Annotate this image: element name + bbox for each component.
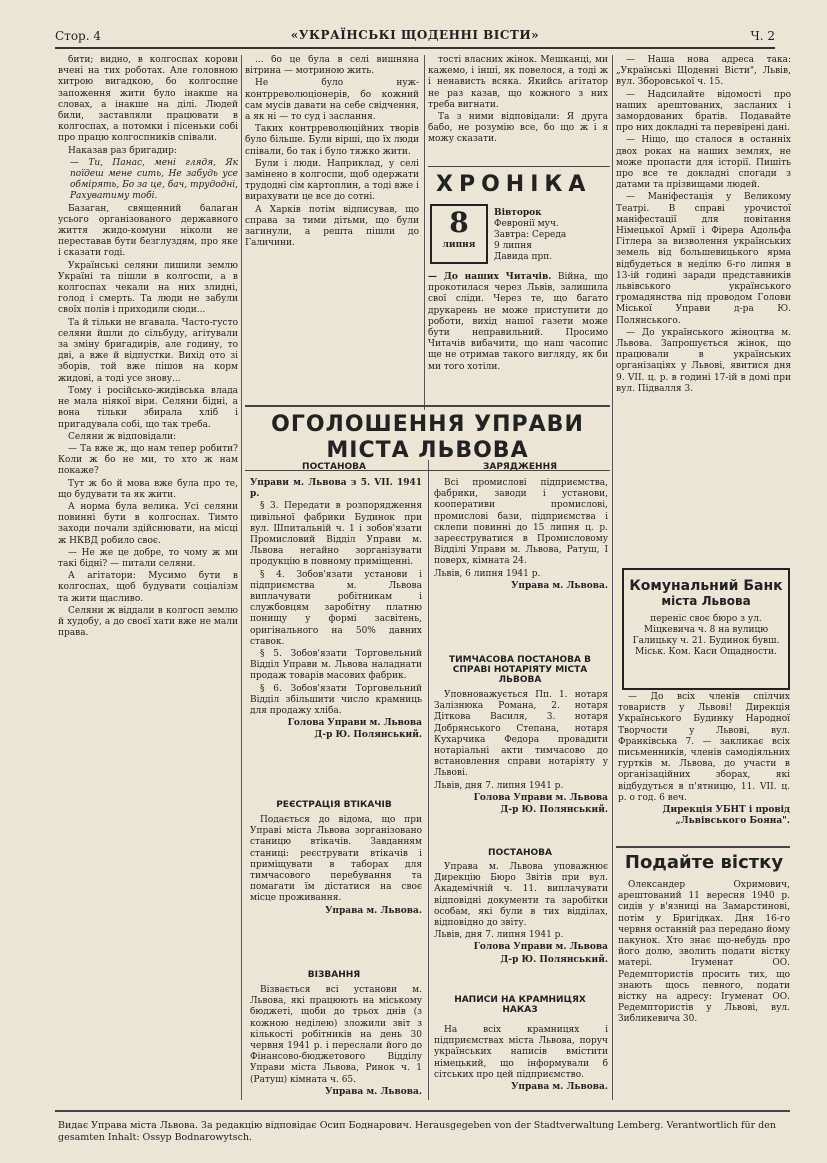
- paragraph: — Та вже ж, що нам тепер робити? Коли ж бо не ми, то хто ж нам покаже?: [58, 443, 238, 477]
- column-1: [58, 55, 238, 780]
- notary-section: [434, 690, 608, 820]
- bank-notice: [622, 568, 790, 690]
- paragraph: — Не же це добре, то чому ж ми такі бідні? — питали селяни.: [58, 547, 238, 569]
- column-divider: [241, 55, 242, 1100]
- signature: Д-р Ю. Полянський.: [500, 954, 608, 965]
- paragraph: — До українського жіноцтва м. Львова. Запрошується жінок, що працювали в українських організаціях у Львові, явитися дня 9. VII. ц. р. в годині 17-ій в домі при вул. Підвалля 3.: [616, 327, 791, 394]
- resolution2-section: [434, 862, 608, 987]
- news-text: Війна, що прокотилася через Львів, залишила свої сліди. Через те, що багато друкарень не може приступити до роботи, вихід нашої газети може бути неправильний. Просимо Читачів вибачити, що наш часопис ще не отримав такого вигляду, як би ми того хотіли.: [428, 272, 608, 372]
- column-divider: [612, 55, 613, 1100]
- paragraph: — Маніфестація у Великому Театрі. В справі урочистої маніфестації для повітання Німецької Армії і Фірера Адольфа Гітлера за визволення українських земель від большевицького ярма відбудеться в неділю 6-го липня в 13-ій годині заради представників львівського українського громадянства під проводом Голови Міської Управи д-ра Ю. Полянського.: [616, 192, 791, 326]
- paragraph: § 6. Зобов'язати Торговельний Відділ збільшити число крамниць для продажу хліба.: [250, 683, 422, 717]
- announcements-title: ОГОЛОШЕННЯ УПРАВИ МІСТА ЛЬВОВА: [271, 412, 584, 463]
- tomorrow-saint: Давида прп.: [494, 252, 553, 262]
- signature: Управа м. Львова.: [511, 580, 608, 591]
- newspaper-title: «УКРАЇНСЬКІ ЩОДЕННІ ВІСТИ»: [290, 28, 540, 42]
- news-item: [428, 272, 608, 392]
- paragraph: — Ніщо, що сталося в останніх двох роках на наших землях, не може пропасти для історії. Пишіть про все те докладні спогади з датами та прізвищами людей.: [616, 135, 791, 191]
- paragraph: Та з ними відповідали: Я друга бабо, не розумію все, бо що ж і я можу сказати.: [428, 112, 608, 145]
- registration-section: [250, 815, 422, 955]
- signature: Голова Управи м. Львова: [473, 792, 608, 803]
- signature: Д-р Ю. Полянський.: [500, 805, 608, 816]
- column-2: [245, 55, 419, 260]
- paragraph: § 5. Зобов'язати Торговельний Відділ Управи м. Львова наладнати продаж товарів масових фабрик.: [250, 649, 422, 682]
- section-heading: ПОСТАНОВА: [488, 848, 552, 858]
- date-month: липня: [442, 240, 476, 250]
- date: Львів, дня 7. липня 1941 р.: [434, 780, 564, 791]
- signature: Управа м. Львова.: [325, 905, 422, 916]
- podaite-title: Подайте вістку: [624, 852, 784, 873]
- order-section: [434, 478, 608, 648]
- page-header: [55, 25, 775, 49]
- page-number: Стор. 4: [55, 29, 101, 43]
- column-divider: [424, 55, 425, 410]
- paragraph: Всі промислові підприємства, фабрики, заводи і установи, кооперативи промислові, промислові бази, підприємства і склепи повинні до 15 липня ц. р. зареєструватися в Промисловому Відділі Управи м. Львова, Ратуш, I поверх, кімната 24.: [434, 478, 608, 567]
- paragraph: тості власних жінок. Мешканці, ми кажемо, і інші, як повелося, а тоді ж і ненависть всяка. Якийсь агітатор не раз казав, що кожного з них треба вигнати.: [428, 55, 608, 110]
- paragraph: Базаган, священний балаган усього організованого державного життя жидо-комуни ніколи не переставав бути безглуздям, про яке і сказати годі.: [58, 203, 238, 259]
- podaite-section: [618, 880, 790, 1100]
- paragraph: А Харків потім відписував, що справа за тими дітьми, що були загинули, а решта пішли до Галичини.: [245, 204, 419, 249]
- paragraph: § 3. Передати в розпорядження цивільної фабрики Будинок при вул. Шпитальній ч. 1 і зобов'язати Промисловий Відділ Управи м. Львова негайно зорганізувати продукцію в повному приміщенні.: [250, 501, 422, 568]
- paragraph: На всіх крамницях і підприємствах міста Львова, поруч українських написів вмістити німецький, що інформували б сітських про цей підприємство.: [434, 1025, 608, 1080]
- paragraph: Українські селяни лишили землю Україні та пішли в колгоспи, а в колгоспах чекали на них злидні, голод і смерть. Та люди не забули своїх полів і приходили сюди...: [58, 260, 238, 316]
- paragraph: — Надсилайте відомості про наших арештованих, засланих і замордованих братів. Подавайте про них докладні та перевірені дані.: [616, 89, 791, 134]
- paragraph: бити; видно, в колгоспах корови вчені на тих роботах. Але головною хитрою вигадкою, бо колгоспне запоження жити було інакше на словах, а інакше на ділі. Людей били, заставляли працювати в колгоспах, а потомки і пісеньки собі про працю колгоспників співали.: [58, 55, 238, 144]
- date: Львів, 6 липня 1941 р.: [434, 568, 541, 579]
- date-box: [430, 204, 488, 264]
- paragraph: Уповноважується Пп. 1. нотаря Залізнюка Романа, 2. нотаря Діткова Василя, 3. нотаря Добрянського Степана, нотаря Кухарчика Федора провадити нотаріальні акти тимчасово до встановлення справи нотаріяту у Львові.: [434, 690, 608, 779]
- paragraph: Управа м. Львова уповажнює Дирекцію Бюро Звітів при вул. Академічній ч. 11. виплачувати відповідні документи та заробітки особам, які були в тих відділах, відповідно до звіту.: [434, 862, 608, 929]
- bank-subtitle: міста Львова: [661, 594, 751, 608]
- news-heading: — До наших Читачів.: [428, 272, 552, 282]
- tomorrow-date: 9 липня: [494, 241, 532, 251]
- column-4: [616, 55, 791, 570]
- bank-title: Комунальний Банк: [629, 578, 783, 594]
- paragraph: Наказав раз бригадир:: [68, 145, 177, 156]
- paragraph: Були і люди. Наприклад, у селі замінено в колгоспи, щоб одержати трудодні сім картоплин, а тоді вже і вирахувати це все до сотні.: [245, 158, 419, 203]
- section-heading: ВІЗВАННЯ: [307, 970, 361, 980]
- paragraph: Селяни ж відповідали:: [68, 431, 177, 442]
- tomorrow: Завтра: Середа: [494, 230, 567, 240]
- paragraph: — Наша нова адреса така: „Українські Щоденні Вісти", Львів, вул. Зборовської ч. 15.: [616, 55, 791, 88]
- signature: Голова Управи м. Львова: [473, 942, 608, 953]
- paragraph: Олександер Охримович, арештований 11 вересня 1940 р. сидів у в'язниці на Замарстинові, потім у Бригідках. Дня 16-го червня останній раз передано йому пакунок. Хто знає що-небудь про його долю, зволить подати вістку матері. Ігуменат ОО. Редемптористів просить тих, що знають щось певного, подати вістку на адресу: Ігуменат ОО. Редемптористів у Львові, вул. Зибликевича 30.: [618, 880, 790, 1025]
- signature: Дирекція УБНТ і провід „Львівського Бояна".: [662, 805, 790, 827]
- imprint: Видає Управа міста Львова. За редакцію відповідає Осип Боднарович. Herausgegeben von der Stadtverwaltung Lemberg. Verantwortlich für den gesamten Inhalt: Ossyp Bodnarowytsch.: [58, 1120, 776, 1143]
- paragraph: А норма була велика. Усі селяни повинні бути в колгоспах. Тимто заходи почали здійснювати, на місці ж НКВД робило своє.: [58, 501, 238, 546]
- signature: Управа м. Львова.: [325, 1086, 422, 1097]
- section-heading: ЗАРЯДЖЕННЯ: [482, 462, 558, 472]
- resolution-intro: Управи м. Львова з 5. VII. 1941 р.: [250, 478, 422, 500]
- paragraph: А агітатори: Мусимо бути в колгоспах, щоб будувати соціалізм та жити щасливо.: [58, 571, 238, 604]
- issue-number: Ч. 2: [750, 29, 775, 43]
- saint: Февронії муч.: [494, 219, 559, 229]
- section-heading: ПОСТАНОВА: [302, 462, 366, 472]
- paragraph: Та й тільки не вгавала. Часто-густо селяни йшли до сільбуду, агітували за зміну бригадирів, але годину, то дві, а вже й відпустки. Вихід ото зі зборів, той вже пішов на корм жидові, а тоді усе знову...: [58, 317, 238, 384]
- divider: [428, 166, 610, 167]
- paragraph: — До всіх членів спілчих товариств у Львові! Дирекція Українського Будинку Народної Творчости у Львові, вул. Франківська 7. — закликає всіх письменників, членів самодіяльних гуртків м. Львова, до участи в організаційних зборах, які відбудуться в п'ятницю, 11. VII. ц. р. о год. 6 веч.: [618, 692, 790, 803]
- section-heading: НАПИСИ НА КРАМНИЦЯХ НАКАЗ: [454, 995, 586, 1015]
- divider: [616, 846, 790, 848]
- paragraph: Тут ж бо й мова вже була про те, що будувати та як жити.: [58, 478, 238, 500]
- divider: [245, 405, 610, 407]
- section-heading: ТИМЧАСОВА ПОСТАНОВА В СПРАВІ НОТАРІЯТУ МІСТА ЛЬВОВА: [449, 655, 591, 685]
- date: Львів, дня 7. липня 1941 р.: [434, 930, 564, 941]
- date-day: 8: [449, 206, 469, 239]
- paragraph: Селяни ж віддали в колгосп землю й худобу, а до своєї хати вже не мали права.: [58, 605, 238, 639]
- paragraph: Подається до відома, що при Управі міста Львова зорганізовано станицю втікачів. Завданням станиці: реєструвати втікачів і приміщувати в таборах для тимчасового перебування та помагати їм дістатися на своє місце проживання.: [250, 815, 422, 904]
- weekday: Вівторок: [494, 208, 542, 218]
- chronicle-title: ХРОНІКА: [436, 172, 592, 197]
- resolution-section: [250, 478, 422, 780]
- paragraph: § 4. Зобов'язати установи і підприємства м. Львова виплачувати робітникам і службовцям заробітну платню понищу у формі засвітень, оригінального на 50% давних ставок.: [250, 569, 422, 647]
- poem: — Ти, Панас, мені глядя, Як поїдеш мене сить, Не забудь усе обмірять, Бо за це, бач, трудодні, Рахуватиму тобі.: [70, 157, 238, 202]
- signature: Голова Управи м. Львова: [287, 718, 422, 729]
- call-section: [250, 985, 422, 1100]
- paragraph: Візвається всі установи м. Львова, які працюють на міському бюджеті, щоби до трьох днів (з кожною неділею) зложили звіт з кількості робітників на день 30 червня 1941 р. і переслали його до Фінансово-бюджетового Відділу Управи міста Львова, Ринок ч. 1 (Ратуш) кімната ч. 65.: [250, 985, 422, 1085]
- section-heading: РЕЄСТРАЦІЯ ВТІКАЧІВ: [276, 800, 392, 810]
- day-info: [494, 208, 566, 263]
- column-3: [428, 55, 608, 163]
- signs-section: [434, 1025, 608, 1100]
- signature: Д-р Ю. Полянський.: [314, 730, 422, 741]
- footer-divider: [55, 1110, 790, 1112]
- bank-text: переніс своє бюро з ул. Міцкевича ч. 8 на вулицю Галицьку ч. 21. Будинок бувш. Міськ. Ком. Каси Ощадности.: [632, 614, 780, 657]
- column-4-lower: [618, 692, 790, 840]
- paragraph: Таких контрреволюційних творів було більше. Були вірші, що їх люди співали, бо так і було тяжко жити.: [245, 124, 419, 157]
- column-divider: [428, 460, 429, 1100]
- paragraph: Тому і російсько-жидівська влада не мала ніякої віри. Селяни бідні, а вона тільки збирала хліб і пригадувала собі, що так треба.: [58, 385, 238, 430]
- chronicle-block: [428, 168, 608, 268]
- signature: Управа м. Львова.: [511, 1082, 608, 1093]
- paragraph: ... бо це була в селі вишняна вітрина — мотриною жить.: [245, 55, 419, 77]
- paragraph: Не було нуж-контрреволюціонерів, бо кожний сам мусів давати на себе свідчення, а як ні — то суд і заслання.: [245, 78, 419, 123]
